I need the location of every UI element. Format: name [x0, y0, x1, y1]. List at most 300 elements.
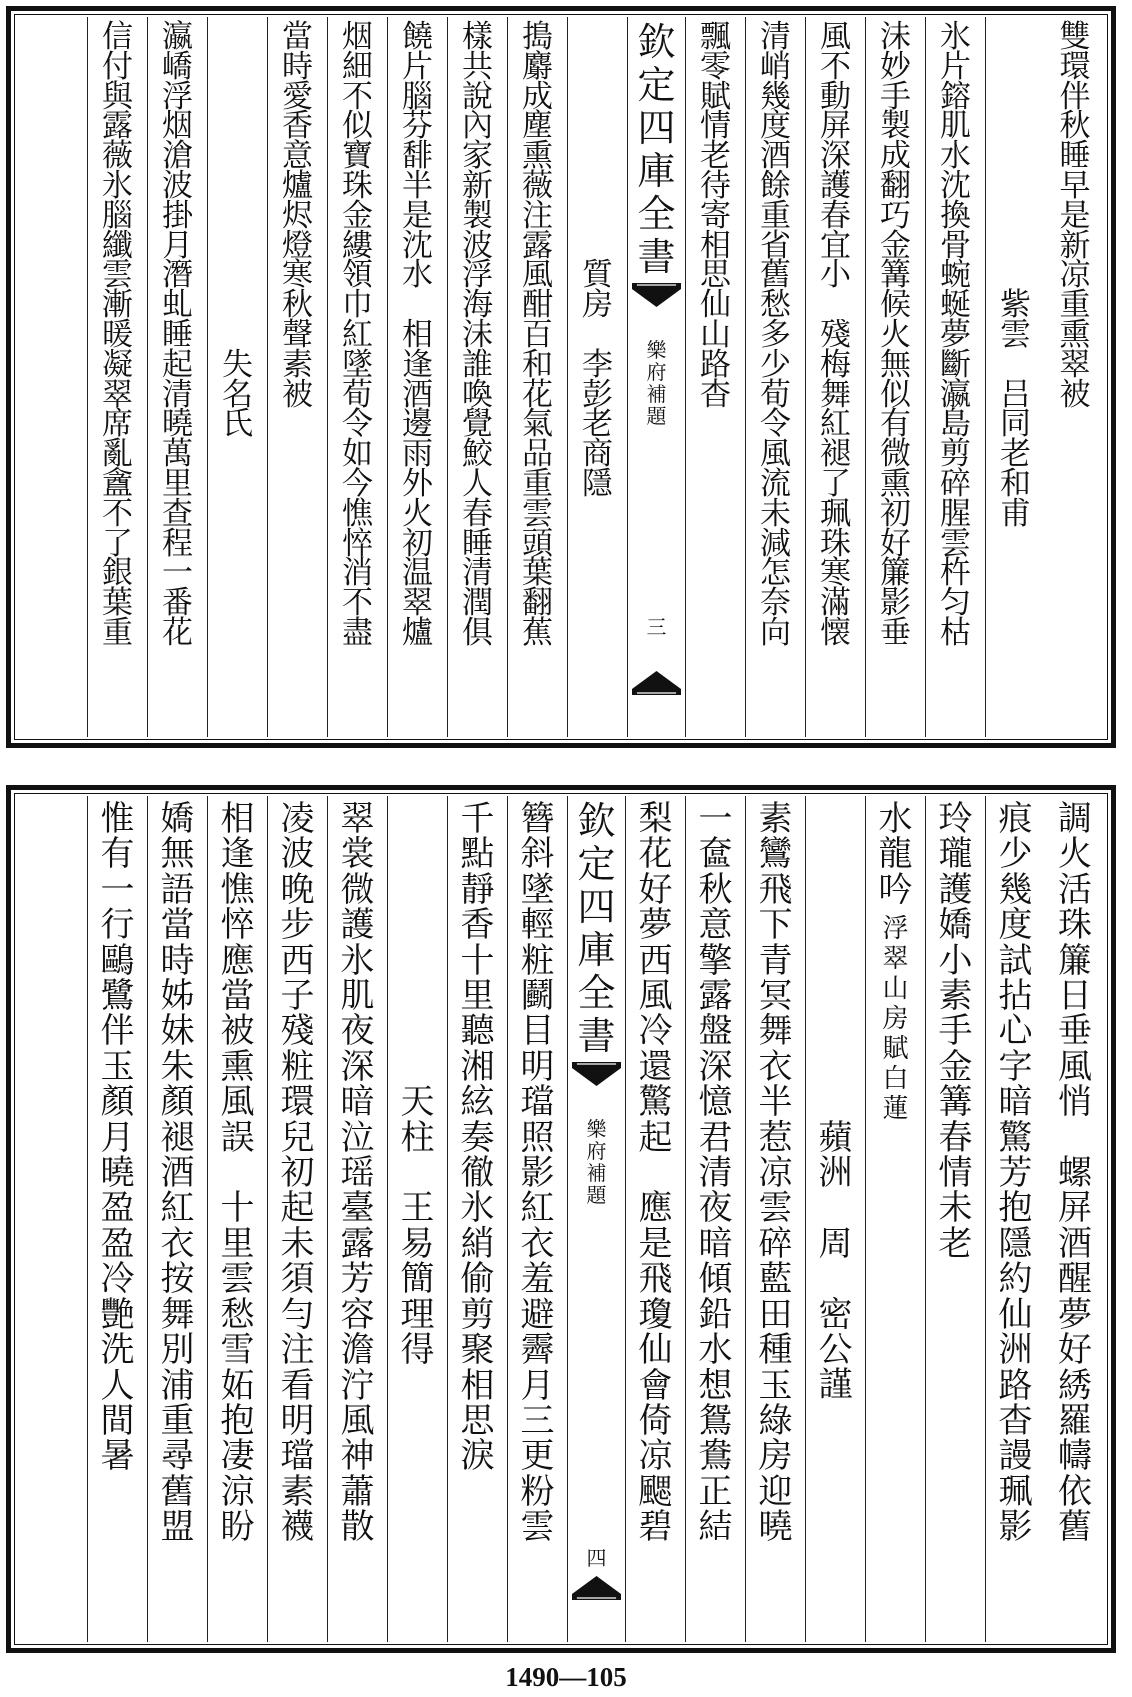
- glyph: 梅: [820, 346, 851, 383]
- glyph: 翻: [880, 167, 911, 204]
- glyph: 翠: [340, 799, 375, 839]
- annotation-small-text: [866, 914, 925, 1124]
- glyph: 鷗: [100, 940, 135, 981]
- glyph: 鉛: [698, 1294, 733, 1335]
- glyph: 山: [700, 316, 731, 353]
- glyph: 翻: [522, 585, 553, 622]
- glyph: 好: [880, 525, 911, 562]
- vertical-text: [268, 799, 327, 1548]
- glyph: 省: [760, 227, 791, 264]
- glyph: 好: [1058, 1330, 1092, 1371]
- glyph: 氣: [522, 406, 553, 443]
- glyph: 褪: [160, 1117, 195, 1158]
- glyph: 隱: [998, 1223, 1033, 1264]
- glyph: 府: [586, 1139, 607, 1163]
- glyph: 盈: [100, 1188, 135, 1229]
- glyph: 不: [342, 585, 373, 622]
- glyph: 流: [760, 465, 791, 502]
- vertical-text: [806, 1117, 865, 1193]
- glyph: 寶: [342, 138, 373, 175]
- glyph: 素: [758, 799, 793, 839]
- glyph: 酣: [522, 287, 553, 324]
- glyph: 名: [222, 376, 253, 413]
- glyph: 蜿: [940, 257, 971, 294]
- glyph: 綠: [758, 1400, 793, 1441]
- text-column: [685, 796, 745, 1642]
- glyph: 妙: [880, 48, 911, 85]
- glyph: 西: [280, 940, 315, 981]
- glyph: 水: [940, 138, 971, 175]
- glyph: 製: [880, 108, 911, 145]
- glyph: 浮: [882, 914, 909, 945]
- glyph: 舞: [160, 1294, 195, 1335]
- glyph: 全: [637, 192, 676, 236]
- glyph: [221, 1156, 255, 1191]
- glyph: 熏: [1059, 316, 1091, 353]
- glyph: 碧: [638, 1507, 673, 1548]
- glyph: 珠: [1058, 905, 1092, 946]
- glyph: 小: [938, 940, 973, 981]
- glyph: 日: [1058, 976, 1092, 1017]
- glyph: 火: [402, 495, 433, 532]
- glyph: 誰: [462, 346, 493, 383]
- glyph: 領: [342, 257, 373, 294]
- glyph: 惟: [100, 799, 135, 839]
- glyph: 羞: [520, 1259, 555, 1300]
- glyph: 荀: [342, 376, 373, 413]
- glyph: 麝: [522, 48, 553, 85]
- glyph: 細: [342, 48, 373, 85]
- glyph: 熏: [522, 138, 553, 175]
- glyph: 花: [162, 614, 193, 651]
- glyph: 萬: [162, 436, 193, 473]
- text-column: [745, 17, 805, 737]
- glyph: 兒: [280, 1117, 315, 1158]
- glyph: 老: [700, 138, 731, 175]
- glyph: 府: [646, 360, 667, 384]
- glyph: 初: [880, 495, 911, 532]
- glyph: 睡: [162, 316, 193, 353]
- glyph: 李: [582, 346, 613, 383]
- center-margin-column: [627, 17, 685, 737]
- glyph: 絃: [460, 1082, 495, 1123]
- glyph: 重: [160, 1400, 195, 1441]
- glyph: 氷: [460, 1188, 495, 1229]
- glyph: 盤: [698, 1011, 733, 1052]
- glyph: 垂: [1058, 1011, 1092, 1052]
- glyph: 同: [1000, 406, 1031, 443]
- glyph: 下: [758, 905, 793, 946]
- vertical-text: [328, 19, 387, 651]
- glyph: 芬: [402, 108, 433, 145]
- glyph: 謹: [818, 1365, 853, 1406]
- glyph: 春: [820, 197, 851, 234]
- glyph: 墜: [520, 869, 555, 910]
- glyph: 環: [1059, 48, 1091, 85]
- glyph: 一: [162, 555, 193, 592]
- glyph: 沬: [462, 316, 493, 353]
- glyph: 鸞: [758, 834, 793, 875]
- glyph: 浮: [462, 257, 493, 294]
- glyph: 藍: [758, 1259, 793, 1300]
- glyph: 月: [162, 227, 193, 264]
- glyph: 少: [760, 346, 791, 383]
- glyph: 被: [282, 376, 313, 413]
- vertical-text: [986, 376, 1045, 532]
- glyph: 明: [280, 1400, 315, 1441]
- glyph: 舊: [1058, 1507, 1092, 1548]
- glyph: 製: [462, 197, 493, 234]
- glyph: 驚: [638, 1082, 673, 1123]
- glyph: 番: [162, 585, 193, 622]
- glyph: 四: [577, 885, 616, 929]
- glyph: 屏: [1058, 1188, 1092, 1229]
- glyph: 寒: [282, 257, 313, 294]
- glyph: 今: [342, 465, 373, 502]
- glyph: 月: [520, 1365, 555, 1406]
- glyph: 度: [760, 108, 791, 145]
- glyph: 被: [220, 1011, 255, 1052]
- glyph: 定: [637, 63, 676, 107]
- glyph: 璫: [280, 1436, 315, 1477]
- glyph: 西: [638, 940, 673, 981]
- glyph: 花: [638, 834, 673, 875]
- glyph: 鷺: [100, 976, 135, 1017]
- text-column: [447, 17, 507, 737]
- glyph: 裳: [340, 834, 375, 875]
- glyph: 雲: [522, 495, 553, 532]
- glyph: 縷: [342, 227, 373, 264]
- text-column: [985, 17, 1045, 737]
- glyph: 新: [462, 167, 493, 204]
- glyph: 少: [998, 834, 1033, 875]
- glyph: 翠: [882, 944, 909, 975]
- glyph: 殘: [820, 316, 851, 353]
- glyph: 房: [882, 1004, 909, 1035]
- glyph: 密: [818, 1294, 853, 1335]
- glyph: 泞: [340, 1365, 375, 1406]
- glyph: 逢: [402, 346, 433, 383]
- glyph: 徹: [460, 1153, 495, 1194]
- glyph: 頭: [522, 525, 553, 562]
- glyph: 香: [460, 905, 495, 946]
- glyph: 照: [520, 1117, 555, 1158]
- glyph: 重: [760, 197, 791, 234]
- glyph: 里: [220, 1223, 255, 1264]
- glyph: 塵: [522, 108, 553, 145]
- glyph: 烟: [342, 19, 373, 55]
- glyph: 擎: [698, 940, 733, 981]
- text-column: [267, 796, 327, 1642]
- vertical-text: [268, 19, 327, 413]
- text-column: [87, 796, 147, 1642]
- glyph: 情: [938, 1153, 973, 1194]
- glyph: 補: [646, 382, 667, 406]
- glyph: 勻: [280, 1294, 315, 1335]
- glyph: 護: [938, 869, 973, 910]
- glyph: 風: [638, 976, 673, 1017]
- glyph: 綉: [1058, 1365, 1092, 1406]
- glyph: 峭: [760, 48, 791, 85]
- glyph: 仙: [998, 1294, 1033, 1335]
- glyph: 調: [1058, 799, 1092, 839]
- vertical-text: [328, 799, 387, 1548]
- glyph: 影: [880, 585, 911, 622]
- glyph: 沬: [880, 19, 911, 55]
- glyph: 暗: [340, 1082, 375, 1123]
- glyph: 重: [522, 465, 553, 502]
- glyph: 纖: [102, 227, 133, 264]
- text-column: [507, 17, 567, 737]
- glyph: 和: [1000, 465, 1031, 502]
- glyph: 想: [698, 1365, 733, 1406]
- glyph: 更: [520, 1436, 555, 1477]
- glyph: 謾: [998, 1436, 1033, 1477]
- glyph: 老: [582, 406, 613, 443]
- glyph: 天: [400, 1082, 435, 1123]
- text-column: [745, 796, 805, 1642]
- glyph: 書: [577, 1014, 616, 1058]
- glyph: 題: [586, 1183, 607, 1207]
- vertical-text: [568, 346, 627, 502]
- glyph: 里: [460, 976, 495, 1017]
- glyph: 看: [280, 1365, 315, 1406]
- glyph: 當: [220, 976, 255, 1017]
- glyph: 信: [102, 19, 133, 55]
- glyph: 無: [160, 834, 195, 875]
- glyph: 紅: [820, 406, 851, 443]
- vertical-text: [88, 799, 147, 1477]
- glyph: 和: [522, 346, 553, 383]
- glyph: 凌: [280, 799, 315, 839]
- glyph: 易: [400, 1223, 435, 1264]
- glyph: 杳: [998, 1400, 1033, 1441]
- glyph: 瓊: [638, 1294, 673, 1335]
- glyph: 百: [522, 316, 553, 353]
- vertical-text: [926, 19, 985, 651]
- glyph: 間: [100, 1400, 135, 1441]
- glyph: 被: [1059, 376, 1091, 413]
- glyph: 飛: [758, 869, 793, 910]
- glyph: 骨: [940, 227, 971, 264]
- glyph: 與: [102, 78, 133, 115]
- glyph: 微: [880, 436, 911, 473]
- glyph: 未: [280, 1223, 315, 1264]
- glyph: 花: [522, 376, 553, 413]
- glyph: 瀛: [162, 19, 193, 55]
- glyph: 語: [160, 869, 195, 910]
- top-page: [6, 6, 1116, 748]
- glyph: 無: [880, 346, 911, 383]
- glyph: 題: [646, 404, 667, 428]
- glyph: 明: [520, 1046, 555, 1087]
- book-title: [568, 800, 625, 1058]
- text-column: [567, 17, 627, 737]
- glyph: 粧: [520, 940, 555, 981]
- glyph: 葉: [102, 585, 133, 622]
- glyph: 碎: [940, 465, 971, 502]
- glyph: 了: [102, 525, 133, 562]
- glyph: 淚: [460, 1436, 495, 1477]
- glyph: 瀛: [940, 376, 971, 413]
- glyph: 試: [998, 940, 1033, 981]
- glyph: 素: [280, 1471, 315, 1512]
- glyph: 輕: [520, 905, 555, 946]
- glyph: 水: [878, 799, 913, 839]
- glyph: 欽: [637, 20, 676, 64]
- text-column: [685, 17, 745, 737]
- glyph: 綃: [460, 1223, 495, 1264]
- glyph: 玉: [758, 1365, 793, 1406]
- glyph: 是: [402, 197, 433, 234]
- glyph: 羅: [1058, 1400, 1092, 1441]
- glyph: 深: [698, 1046, 733, 1087]
- glyph: 清: [698, 1153, 733, 1194]
- glyph: 內: [462, 108, 493, 145]
- glyph: 不: [342, 78, 373, 115]
- glyph: 早: [1059, 167, 1091, 204]
- glyph: 伴: [100, 1011, 135, 1052]
- glyph: 浮: [162, 78, 193, 115]
- glyph: 悄: [1058, 1082, 1092, 1123]
- glyph: 席: [102, 406, 133, 443]
- glyph: 酒: [760, 138, 791, 175]
- glyph: 璫: [520, 1082, 555, 1123]
- glyph: 喚: [462, 376, 493, 413]
- glyph: 微: [340, 869, 375, 910]
- glyph: 樣: [462, 19, 493, 55]
- glyph: 悴: [342, 525, 373, 562]
- glyph: 起: [162, 346, 193, 383]
- glyph: 新: [1059, 227, 1091, 264]
- glyph: 盈: [100, 1223, 135, 1264]
- glyph: 逢: [220, 834, 255, 875]
- glyph: 簡: [400, 1259, 435, 1300]
- glyph: 島: [940, 406, 971, 443]
- glyph: 臺: [340, 1188, 375, 1229]
- glyph: 商: [582, 436, 613, 473]
- glyph: 候: [880, 287, 911, 324]
- text-column: [447, 796, 507, 1642]
- glyph: 剪: [940, 436, 971, 473]
- glyph: 一: [698, 799, 733, 839]
- glyph: 影: [520, 1153, 555, 1194]
- glyph: 深: [340, 1046, 375, 1087]
- text-column: [507, 796, 567, 1642]
- glyph: 成: [522, 78, 553, 115]
- vertical-text: [746, 799, 805, 1548]
- glyph: 巾: [342, 287, 373, 324]
- vertical-text: [448, 799, 507, 1477]
- glyph: 痕: [998, 799, 1033, 839]
- text-column: [267, 17, 327, 737]
- glyph: 鬬: [520, 976, 555, 1017]
- glyph: 亂: [102, 436, 133, 473]
- glyph: 飄: [700, 19, 731, 55]
- glyph: 是: [638, 1223, 673, 1264]
- vertical-text: [208, 799, 267, 1548]
- glyph: 避: [520, 1294, 555, 1335]
- glyph: 春: [938, 1117, 973, 1158]
- glyph: 得: [400, 1330, 435, 1371]
- glyph: 虬: [162, 287, 193, 324]
- glyph: 相: [460, 1365, 495, 1406]
- glyph: 吕: [1000, 376, 1031, 413]
- glyph: 温: [402, 555, 433, 592]
- glyph: 衣: [520, 1223, 555, 1264]
- glyph: 浦: [160, 1365, 195, 1406]
- fish-tail-mark-icon: [632, 669, 681, 697]
- glyph: 曉: [162, 406, 193, 443]
- glyph: 薇: [102, 138, 133, 175]
- glyph: 查: [162, 495, 193, 532]
- fish-tail-mark-icon: [632, 281, 681, 309]
- book-title: [628, 21, 685, 279]
- glyph: 雨: [402, 436, 433, 473]
- glyph: 蘋: [818, 1117, 853, 1158]
- glyph: 漸: [102, 287, 133, 324]
- glyph: 惹: [758, 1117, 793, 1158]
- text-column: [207, 17, 267, 737]
- glyph: 房: [582, 287, 613, 324]
- text-column: [865, 796, 925, 1642]
- glyph: 愛: [282, 78, 313, 115]
- glyph: 怎: [760, 555, 791, 592]
- vertical-text: [986, 287, 1045, 353]
- glyph: 匀: [940, 585, 971, 622]
- glyph: 一: [100, 869, 135, 910]
- glyph: 荀: [760, 376, 791, 413]
- glyph: 字: [998, 1046, 1033, 1087]
- glyph: 注: [280, 1330, 315, 1371]
- glyph: 垂: [880, 614, 911, 651]
- glyph: 重: [1059, 287, 1091, 324]
- glyph: 盦: [102, 465, 133, 502]
- glyph: 醒: [1058, 1259, 1092, 1300]
- glyph: 散: [340, 1507, 375, 1548]
- vertical-text: [148, 799, 207, 1548]
- glyph: 蕉: [522, 614, 553, 651]
- glyph: 素: [938, 976, 973, 1017]
- glyph: 靜: [460, 869, 495, 910]
- glyph: 篝: [880, 257, 911, 294]
- glyph: 風: [760, 436, 791, 473]
- glyph: 香: [282, 108, 313, 145]
- glyph: 甫: [1000, 495, 1031, 532]
- vertical-text: [866, 799, 925, 910]
- glyph: 夜: [698, 1188, 733, 1229]
- glyph: 當: [282, 19, 313, 55]
- glyph: 飛: [638, 1259, 673, 1300]
- glyph: 護: [340, 905, 375, 946]
- glyph: 手: [880, 78, 911, 115]
- glyph: 鴦: [698, 1436, 733, 1477]
- glyph: 抱: [220, 1400, 255, 1441]
- glyph: 全: [577, 971, 616, 1015]
- glyph: 四: [637, 106, 676, 150]
- vertical-text: [508, 19, 567, 651]
- text-column: [207, 796, 267, 1642]
- glyph: 芳: [340, 1259, 375, 1300]
- glyph: 聲: [282, 316, 313, 353]
- glyph: 霽: [520, 1330, 555, 1371]
- glyph: 舊: [760, 257, 791, 294]
- page-footer-number: 1490—105: [505, 1662, 627, 1692]
- glyph: 柱: [400, 1117, 435, 1158]
- glyph: 沈: [402, 227, 433, 264]
- center-margin-column: [567, 796, 625, 1642]
- glyph: 庫: [577, 928, 616, 972]
